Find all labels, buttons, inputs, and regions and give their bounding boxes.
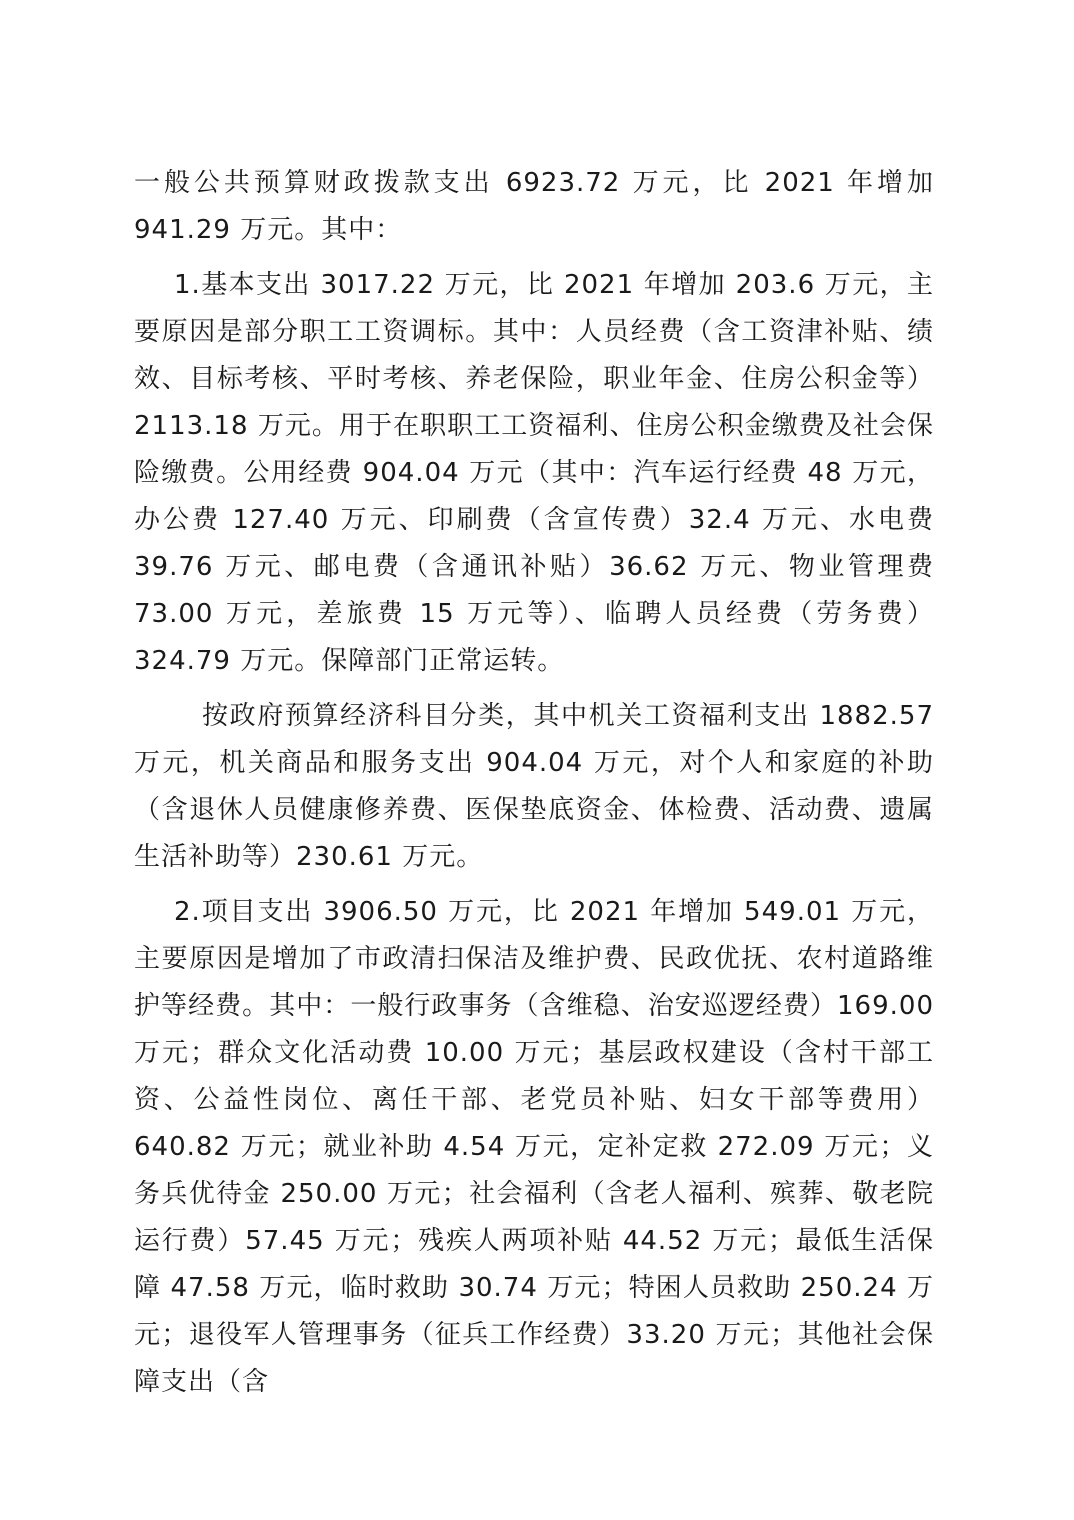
paragraph-basic-expenditure: 1.基本支出 3017.22 万元，比 2021 年增加 203.6 万元，主要原因是部分职工工资调标。其中：人员经费（含工资津补贴、绩效、目标考核、平时考核、养老保险，职业年金、住房公积金等）2113.18 万元。用于在职职工工资福利、住房公积金缴费及社会保险缴费。公用经费 904.04 万元（其中：汽车运行经费 48 万元，办公费 127.40 万元、印刷费（含宣传费）32.4 万元、水电费 39.76 万元、邮电费（含通讯补贴）36.62 万元、物业管理费 73.00 万元，差旅费 15 万元等）、临聘人员经费（劳务费）324.79 万元。保障部门正常运转。: [134, 270, 934, 676]
paragraph-summary: 一般公共预算财政拨款支出 6923.72 万元，比 2021 年增加 941.29 万元。其中：: [134, 168, 934, 245]
paragraph-project-expenditure: 2.项目支出 3906.50 万元，比 2021 年增加 549.01 万元，主要原因是增加了市政清扫保洁及维护费、民政优抚、农村道路维护等经费。其中：一般行政事务（含维稳、治安巡逻经费）169.00 万元；群众文化活动费 10.00 万元；基层政权建设（含村干部工资、公益性岗位、离任干部、老党员补贴、妇女干部等费用）640.82 万元；就业补助 4.54 万元，定补定救 272.09 万元；义务兵优待金 250.00 万元；社会福利（含老人福利、殡葬、敬老院运行费）57.45 万元；残疾人两项补贴 44.52 万元；最低生活保障 47.58 万元，临时救助 30.74 万元；特困人员救助 250.24 万元；退役军人管理事务（征兵工作经费）33.20 万元；其他社会保障支出（含: [134, 897, 934, 1397]
document-body: [134, 160, 934, 1406]
paragraph-economic-classification: 按政府预算经济科目分类，其中机关工资福利支出 1882.57 万元，机关商品和服务支出 904.04 万元，对个人和家庭的补助（含退休人员健康修养费、医保垫底资金、体检费、活动费、遗属生活补助等）230.61 万元。: [134, 701, 934, 872]
